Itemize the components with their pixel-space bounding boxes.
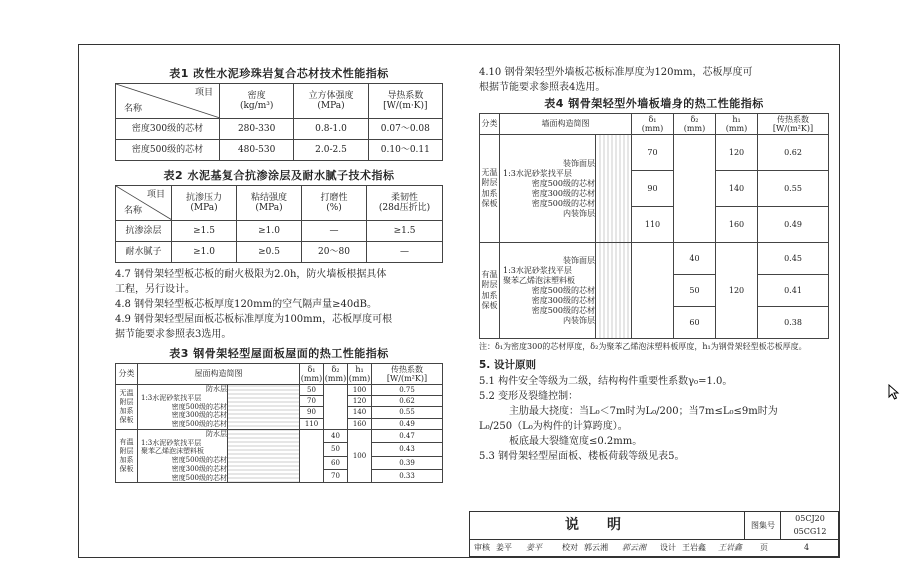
wall-section-diagram-2 (596, 243, 632, 339)
table-cell: 密度300级的芯材 (116, 119, 220, 140)
table-cell: — (302, 221, 367, 242)
table1-diag-top: 项目 (194, 88, 213, 98)
table2-diag-header (116, 186, 172, 221)
table-cell: 90 (632, 171, 674, 207)
table-cell (674, 135, 716, 243)
table4-header: δ₁ (mm) (632, 114, 674, 135)
table-cell: 20～80 (302, 242, 367, 263)
paragraph-line: 4.10 钢骨架轻型外墙板芯板标准厚度为120mm，芯板厚度可 (479, 67, 753, 78)
table1-header: 密度 (kg/m³) (220, 84, 294, 119)
table4-header: h₁ (mm) (716, 114, 758, 135)
table4-group-2-layers: 装饰面层 1:3水泥砂浆找平层 聚苯乙烯泡沫塑料板 密度500级的芯材 密度300级的芯材 密度500级的芯材 内装饰层 (500, 243, 596, 339)
table-cell: 抗渗涂层 (116, 221, 172, 242)
table-cell: 0.43 (372, 443, 443, 456)
table2-header: 粘结强度 (MPa) (237, 186, 302, 221)
check-label: 校对 (562, 543, 578, 552)
table3-group-1-layers: 防水层 1:3水泥砂浆找平层 密度500级的芯材 密度300级的芯材 密度500级的芯材 (138, 385, 228, 430)
table-cell: 0.55 (758, 171, 829, 207)
table2-header: 柔韧性 (28d压折比) (367, 186, 443, 221)
atlas-code: 05CJ20 05CG12 (780, 512, 839, 539)
table3-header: δ₂ (mm) (324, 364, 347, 383)
table3 (115, 363, 443, 483)
table4-group-1-layers: 装饰面层 1:3水泥砂浆找平层 密度500级的芯材 密度300级的芯材 密度500级的芯材 内装饰层 (500, 135, 596, 243)
check-signature: 郭云湘 (622, 543, 646, 552)
table-cell: 0.75 (372, 385, 443, 396)
table1-diag-bottom: 名称 (124, 103, 143, 114)
table-row (116, 242, 443, 263)
table3-title: 表3 钢骨架轻型屋面板屋面的热工性能指标 (169, 347, 389, 360)
table-cell: 0.33 (372, 469, 443, 482)
table1-header: 导热系数 [W/(m·K)] (368, 84, 442, 119)
table-cell: 0.47 (372, 429, 443, 442)
table1-title: 表1 改性水泥珍珠岩复合芯材技术性能指标 (169, 67, 389, 80)
table-cell: 100 (348, 429, 372, 483)
table-cell: 110 (300, 418, 324, 429)
table-cell: 70 (632, 135, 674, 171)
table-cell: 0.39 (372, 456, 443, 469)
table-cell: 160 (716, 207, 758, 243)
table-row (480, 135, 829, 171)
page-number: 4 (804, 543, 810, 552)
table-cell: 140 (716, 171, 758, 207)
right-column (479, 65, 829, 464)
sheet-title: 说明 (470, 512, 745, 539)
table-cell: 50 (324, 443, 348, 456)
table-cell: 100 (348, 385, 372, 396)
paragraphs-4-7-to-4-9 (115, 267, 443, 342)
table-cell: 60 (324, 456, 348, 469)
table-cell: 0.10～0.11 (368, 140, 442, 161)
table2 (115, 185, 443, 263)
table-cell: 密度500级的芯材 (116, 140, 220, 161)
table2-diag-bottom: 名称 (124, 205, 143, 216)
paragraph-line: 5.2 变形及裂缝控制： (479, 391, 579, 402)
paragraph-line: 主肋最大挠度：当L₀＜7m时为L₀/200；当7m≤L₀≤9m时为 (509, 406, 778, 417)
table-cell: ≥1.5 (172, 221, 237, 242)
check-name: 郭云湘 (584, 543, 608, 552)
paragraph-line: 工程，另行设计。 (115, 284, 195, 295)
table-cell: 480-530 (220, 140, 294, 161)
table4-note: 注：δ₁为密度300的芯材厚度，δ₂为聚苯乙烯泡沫塑料板厚度，h₁为钢骨架轻型板芯板厚度。 (479, 342, 807, 351)
paragraph-line: 据节能要求参照表3选用。 (115, 329, 232, 340)
title-block (469, 511, 839, 557)
table-cell: 160 (348, 418, 372, 429)
table-cell: 0.49 (758, 207, 829, 243)
table-cell: 0.41 (758, 275, 829, 307)
table3-header: δ₁ (mm) (300, 364, 323, 383)
table1 (115, 83, 443, 161)
paragraph-line: 4.9 钢骨架轻型屋面板芯板标准厚度为100mm，芯板厚度可根 (115, 314, 393, 325)
wall-section-diagram-1 (596, 135, 632, 243)
table-cell: 0.62 (372, 396, 443, 407)
table-cell: 120 (716, 243, 758, 339)
paragraph-line: 5.3 钢骨架轻型屋面板、楼板荷载等级见表5。 (479, 451, 685, 462)
table-cell: 0.45 (758, 243, 829, 275)
table-cell (324, 385, 348, 430)
table-cell: 0.38 (758, 307, 829, 339)
table-cell: 0.49 (372, 418, 443, 429)
table2-header: 抗渗压力 (MPa) (172, 186, 237, 221)
table2-header: 打磨性 (%) (302, 186, 367, 221)
paragraph-line: 4.8 钢骨架轻型板芯板厚度120mm的空气隔声量≥40dB。 (115, 299, 377, 310)
table-cell: 140 (348, 407, 372, 418)
table-cell: 70 (324, 469, 348, 482)
table-row (116, 119, 443, 140)
paragraph-line: 板底最大裂缝宽度≤0.2mm。 (509, 436, 643, 447)
table-row (116, 429, 443, 442)
table-cell: 0.62 (758, 135, 829, 171)
left-column (115, 65, 443, 483)
table-cell: 0.07～0.08 (368, 119, 442, 140)
table3-header: 传热系数 [W/(m²K)] (372, 364, 443, 385)
drawing-sheet (78, 44, 840, 558)
review-name: 姜平 (496, 543, 512, 552)
paragraph-line: 根据节能要求参照表4选用。 (479, 82, 606, 93)
table-cell: 90 (300, 407, 324, 418)
mouse-pointer-icon (888, 384, 900, 400)
table-cell: 70 (300, 396, 324, 407)
table-row (116, 221, 443, 242)
table-cell: ≥1.0 (172, 242, 237, 263)
table4-header: δ₂ (mm) (674, 114, 716, 135)
table-cell: ≥1.5 (367, 221, 443, 242)
table-cell: 120 (716, 135, 758, 171)
design-signature: 王岩鑫 (718, 543, 742, 552)
atlas-label: 图集号 (751, 521, 775, 530)
table-cell: 0.55 (372, 407, 443, 418)
table4-group-1-name: 无温附层加系保板 (480, 135, 500, 243)
table-cell (300, 429, 324, 483)
roof-section-diagram-2 (228, 429, 300, 483)
table-cell: 110 (632, 207, 674, 243)
table4 (479, 113, 829, 339)
table-cell: 耐水腻子 (116, 242, 172, 263)
design-name: 王岩鑫 (682, 543, 706, 552)
table4-header: 分类 (480, 114, 500, 135)
table4-header: 墙面构造简图 (500, 114, 632, 135)
table-row (116, 140, 443, 161)
table-cell: 120 (348, 396, 372, 407)
table3-group-1-name: 无温附层加系保板 (116, 385, 138, 430)
table-row (116, 385, 443, 396)
page-label: 页 (760, 543, 768, 552)
table3-group-2-layers: 防水层 1:3水泥砂浆找平层 聚苯乙烯泡沫塑料板 密度500级的芯材 密度300级的芯材 密度500级的芯材 (138, 429, 228, 483)
table-cell: ≥0.5 (237, 242, 302, 263)
roof-section-diagram-1 (228, 385, 300, 430)
table-cell: 280-330 (220, 119, 294, 140)
table-cell: 40 (674, 243, 716, 275)
table3-header: 屋面构造简图 (138, 364, 300, 385)
table3-header: 分类 (116, 364, 138, 385)
table-row (480, 243, 829, 275)
table-cell: — (367, 242, 443, 263)
design-label: 设计 (660, 543, 676, 552)
table3-group-2-name: 有温附层加系保板 (116, 429, 138, 483)
table4-group-2-name: 有温附层加系保板 (480, 243, 500, 339)
table-cell: ≥1.0 (237, 221, 302, 242)
review-signature: 姜平 (526, 543, 542, 552)
table2-title: 表2 水泥基复合抗渗涂层及耐水腻子技术指标 (163, 169, 395, 182)
table2-diag-top: 项目 (146, 190, 165, 200)
table4-header: 传热系数 [W/(m²K)] (758, 114, 829, 135)
section5-heading: 5. 设计原则 (479, 359, 536, 371)
table-cell: 50 (674, 275, 716, 307)
table3-header: h₁ (mm) (348, 364, 371, 383)
table-cell: 40 (324, 429, 348, 442)
table1-header: 立方体强度 (MPa) (294, 84, 368, 119)
table-cell (632, 243, 674, 339)
table1-diag-header (116, 84, 220, 119)
paragraph-line: 4.7 钢骨架轻型板芯板的耐火极限为2.0h，防火墙板根据具体 (115, 269, 387, 280)
paragraph-line: 5.1 构件安全等级为二级，结构构件重要性系数γ₀=1.0。 (479, 376, 733, 387)
table-cell: 0.8-1.0 (294, 119, 368, 140)
table-cell: 60 (674, 307, 716, 339)
table-cell: 2.0-2.5 (294, 140, 368, 161)
paragraph-line: L₀/250（L₀为构件的计算跨度）。 (479, 421, 628, 432)
table4-title: 表4 钢骨架轻型外墙板墙身的热工性能指标 (544, 97, 764, 110)
review-label: 审核 (474, 543, 490, 552)
table-cell: 50 (300, 385, 324, 396)
